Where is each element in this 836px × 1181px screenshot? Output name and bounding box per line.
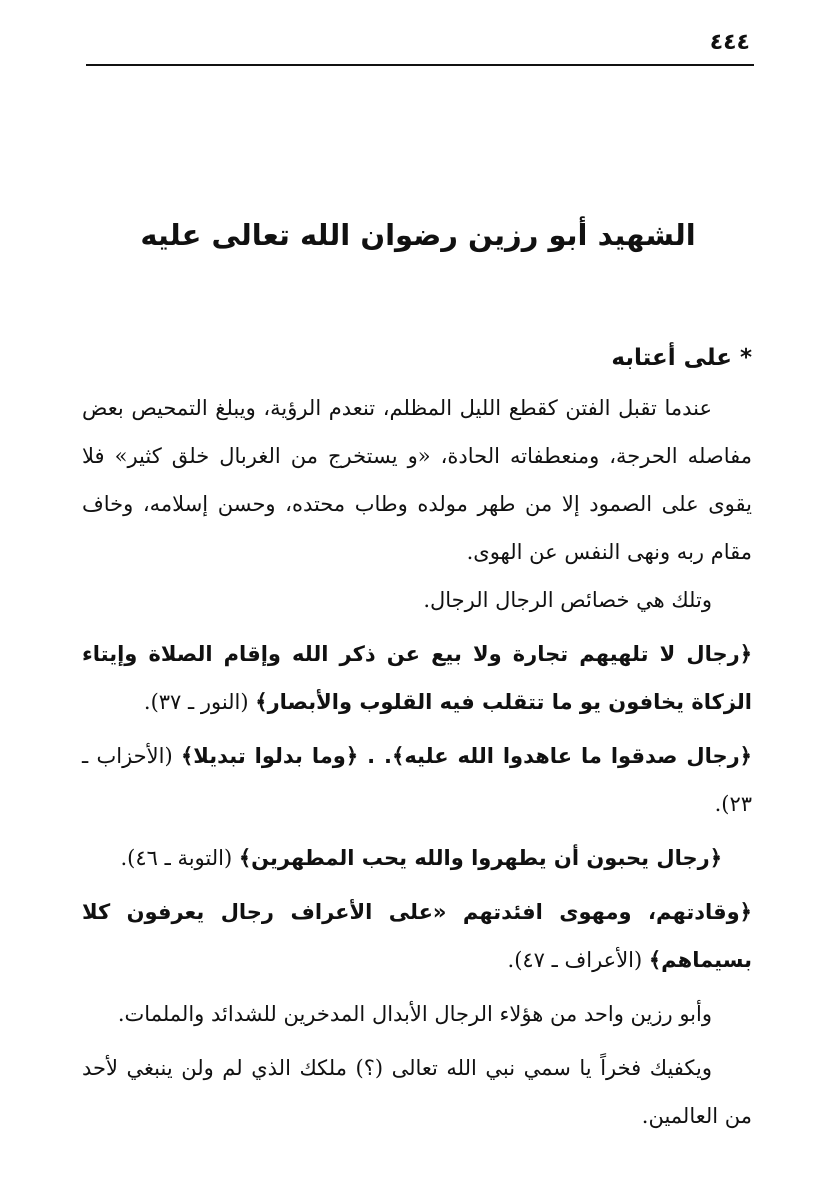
paragraph-traits: وتلك هي خصائص الرجال الرجال. — [423, 588, 712, 612]
section-heading-text: على أعتابه — [611, 345, 732, 371]
page-number: ٤٤٤ — [709, 30, 750, 55]
quote-reference: (النور ـ ٣٧). — [143, 690, 256, 714]
section-heading — [82, 334, 752, 382]
quran-quote-nur — [82, 630, 752, 726]
quote-text: ﴿وقادتهم، ومهوى افئدتهم «على الأعراف رجال يعرفون كلا بسيماهم﴾ — [82, 900, 752, 972]
asterisk-icon: * — [739, 345, 752, 371]
page-body — [82, 334, 752, 1140]
quote-reference: (الأحزاب ـ ٢٣). — [82, 744, 752, 816]
quran-quote-araf — [82, 888, 752, 984]
quote-text: ﴿رجال يحبون أن يطهروا والله يحب المطهرين﴾ — [238, 846, 722, 870]
paragraph-closing: ويكفيك فخراً يا سمي نبي الله تعالى (؟) ملكك الذي لم ولن ينبغي لأحد من العالمين. — [82, 1056, 752, 1128]
quran-quote-tawba — [82, 834, 752, 882]
quote-text: ﴿رجال صدقوا ما عاهدوا الله عليه﴾. . ﴿وما بدلوا تبديلا﴾ — [180, 744, 752, 768]
paragraph-intro: عندما تقبل الفتن كقطع الليل المظلم، تنعدم الرؤية، ويبلغ التمحيص بعض مفاصله الحرجة، ومنعطفاته الحادة، «و يستخرج من الغربال خلق كثير» فلا يقوى على الصمود إلا من طهر مولده وطاب محتده، وحسن إسلامه، وخاف مقام ربه ونهى النفس عن الهوى. — [82, 396, 752, 564]
header-rule — [86, 64, 754, 66]
quote-text: ﴿رجال لا تلهيهم تجارة ولا بيع عن ذكر الله وإقام الصلاة وإيتاء الزكاة يخافون يو ما تتقلب فيه القلوب والأبصار﴾ — [82, 642, 752, 714]
paragraph-abu-razin: وأبو رزين واحد من هؤلاء الرجال الأبدال المدخرين للشدائد والملمات. — [117, 1002, 712, 1026]
quote-reference: (الأعراف ـ ٤٧). — [507, 948, 649, 972]
quran-quote-ahzab — [82, 732, 752, 828]
quote-reference: (التوبة ـ ٤٦). — [120, 846, 239, 870]
chapter-title: الشهيد أبو رزين رضوان الله تعالى عليه — [140, 218, 696, 252]
